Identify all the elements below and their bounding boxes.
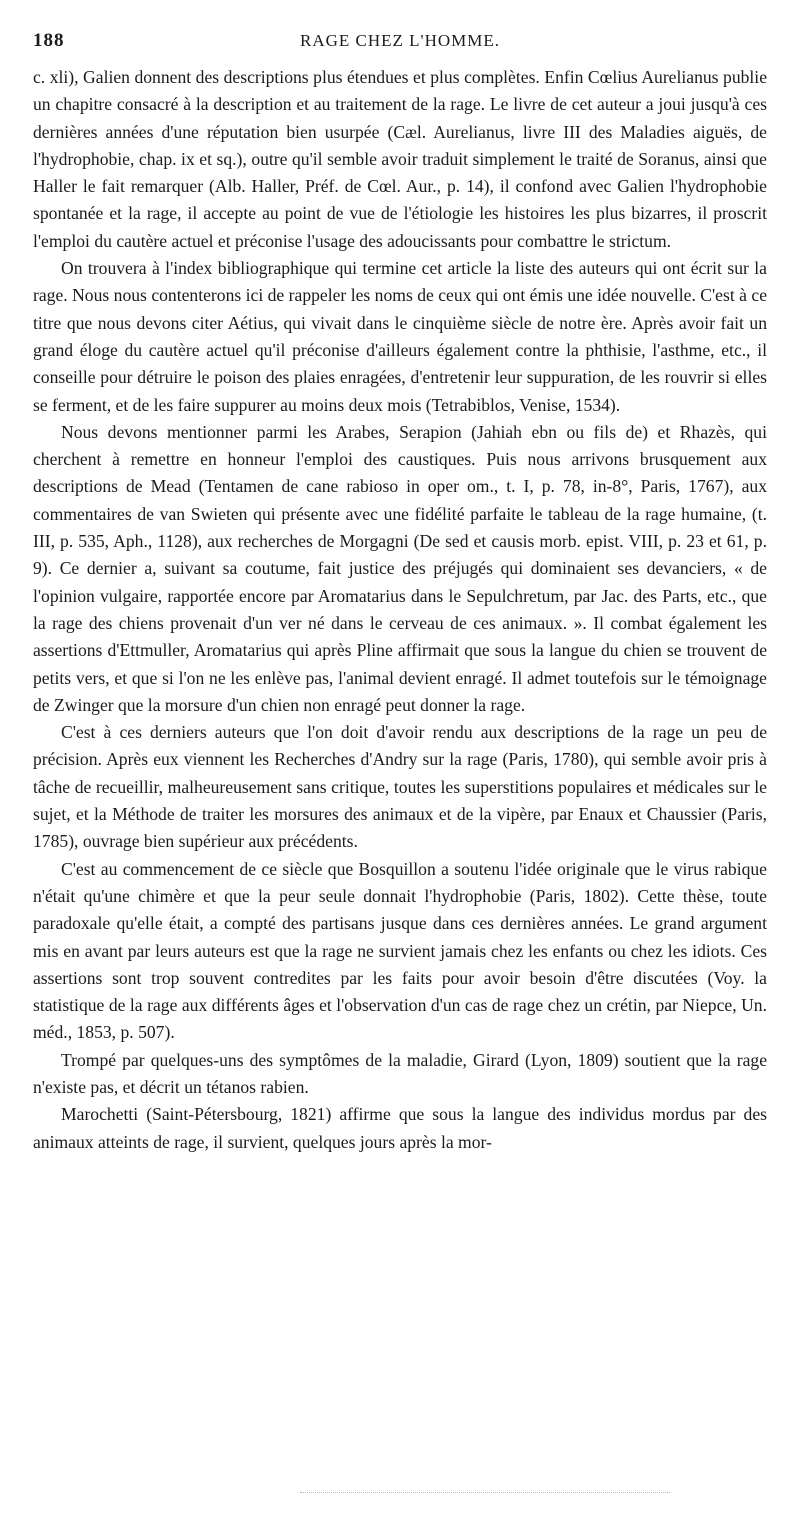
paragraph-index-aetius: On trouvera à l'index bibliographique qui termine cet article la liste des auteurs qui ont écrit sur la rage. Nous nous contenterons ici de rappeler les noms de ceux qui ont émis une idée nouvelle. C'est à ce titre que nous devons citer Aétius, qui vivait dans le cinquième siècle de notre ère. Après avoir fait un grand éloge du cautère actuel qu'il préconise d'ailleurs également contre la phthisie, l'asthme, etc., il conseille pour détruire le poison des plaies enragées, d'entretenir leur suppuration, de les rouvrir si elles se ferment, et de les faire suppurer au moins deux mois (Tetrabiblos, Venise, 1534). (33, 258, 767, 415)
running-head (33, 30, 767, 60)
paragraph-bosquillon: C'est au commencement de ce siècle que Bosquillon a soutenu l'idée originale que le virus rabique n'était qu'une chimère et que la peur seule donnait l'hydrophobie (Paris, 1802). Cette thèse, toute paradoxale qu'elle était, a compté des partisans jusque dans ces dernières années. Le grand argument mis en avant par leurs auteurs est que la rage ne survient jamais chez les enfants ou chez les idiots. Ces assertions sont trop souvent contredites par les faits pour avoir besoin d'être discutées (Voy. la statistique de la rage aux différents âges et l'observation d'un cas de rage chez un crétin, par Niepce, Un. méd., 1853, p. 507). (33, 858, 767, 1043)
body-text (33, 64, 767, 1156)
footer-rule (300, 1492, 670, 1493)
document-page (33, 30, 767, 1156)
running-title: RAGE CHEZ L'HOMME. (299, 31, 501, 50)
paragraph-andry-enaux: C'est à ces derniers auteurs que l'on doit d'avoir rendu aux descriptions de la rage un peu de précision. Après eux viennent les Recherches d'Andry sur la rage (Paris, 1780), qui semble avoir pris à tâche de recueillir, malheureusement sans critique, toutes les superstitions populaires et médicales sur le sujet, et la Méthode de traiter les morsures des animaux et de la vipère, par Enaux et Chaussier (Paris, 1785), ouvrage bien supérieur aux précédents. (33, 722, 767, 852)
paragraph-galien-caelius: c. xli), Galien donnent des descriptions plus étendues et plus complètes. Enfin Cœlius Aurelianus publie un chapitre consacré à la description et au traitement de la rage. Le livre de cet auteur a joui jusqu'à ces dernières années d'une réputation bien usurpée (Cæl. Aurelianus, livre III des Maladies aiguës, de l'hydrophobie, chap. ix et sq.), outre qu'il semble avoir traduit simplement le traité de Soranus, ainsi que Haller le fait remarquer (Alb. Haller, Préf. de Cœl. Aur., p. 14), il confond avec Galien l'hydrophobie spontanée et la rage, il accepte au point de vue de l'étiologie les histoires les plus bizarres, il proscrit l'emploi du cautère actuel et préconise l'usage des adoucissants pour combattre le strictum. (33, 67, 767, 251)
page-number: 188 (33, 30, 65, 51)
paragraph-arabes-mead-morgagni: Nous devons mentionner parmi les Arabes, Serapion (Jahiah ebn ou fils de) et Rhazès, qui cherchent à remettre en honneur l'emploi des caustiques. Puis nous arrivons brusquement aux descriptions de Mead (Tentamen de cane rabioso in oper om., t. I, p. 78, in-8°, Paris, 1767), aux commentaires de van Swieten qui présente avec une fidélité parfaite le tableau de la rage humaine, (t. III, p. 535, Aph., 1128), aux recherches de Morgagni (De sed et causis morb. epist. VIII, p. 23 et 61, p. 9). Ce dernier a, suivant sa coutume, fait justice des préjugés qui dominaient ses devanciers, « de l'opinion vulgaire, rapportée encore par Aromatarius dans le Sepulchretum, par Jac. des Parts, etc., que la rage des chiens provenait d'un ver né dans le cerveau de ces animaux. ». Il combat également les assertions d'Ettmuller, Aromatarius qui après Pline affirmait que sous la langue du chien se trouvent de petits vers, et que si l'on ne les enlève pas, l'animal devient enragé. Il admet toutefois sur le témoignage de Zwinger que la morsure d'un chien non enragé peut donner la rage. (33, 421, 767, 715)
paragraph-marochetti: Marochetti (Saint-Pétersbourg, 1821) affirme que sous la langue des individus mordus par des animaux atteints de rage, il survient, quelques jours après la mor- (33, 1104, 767, 1152)
paragraph-girard: Trompé par quelques-uns des symptômes de la maladie, Girard (Lyon, 1809) soutient que la rage n'existe pas, et décrit un tétanos rabien. (33, 1049, 767, 1097)
